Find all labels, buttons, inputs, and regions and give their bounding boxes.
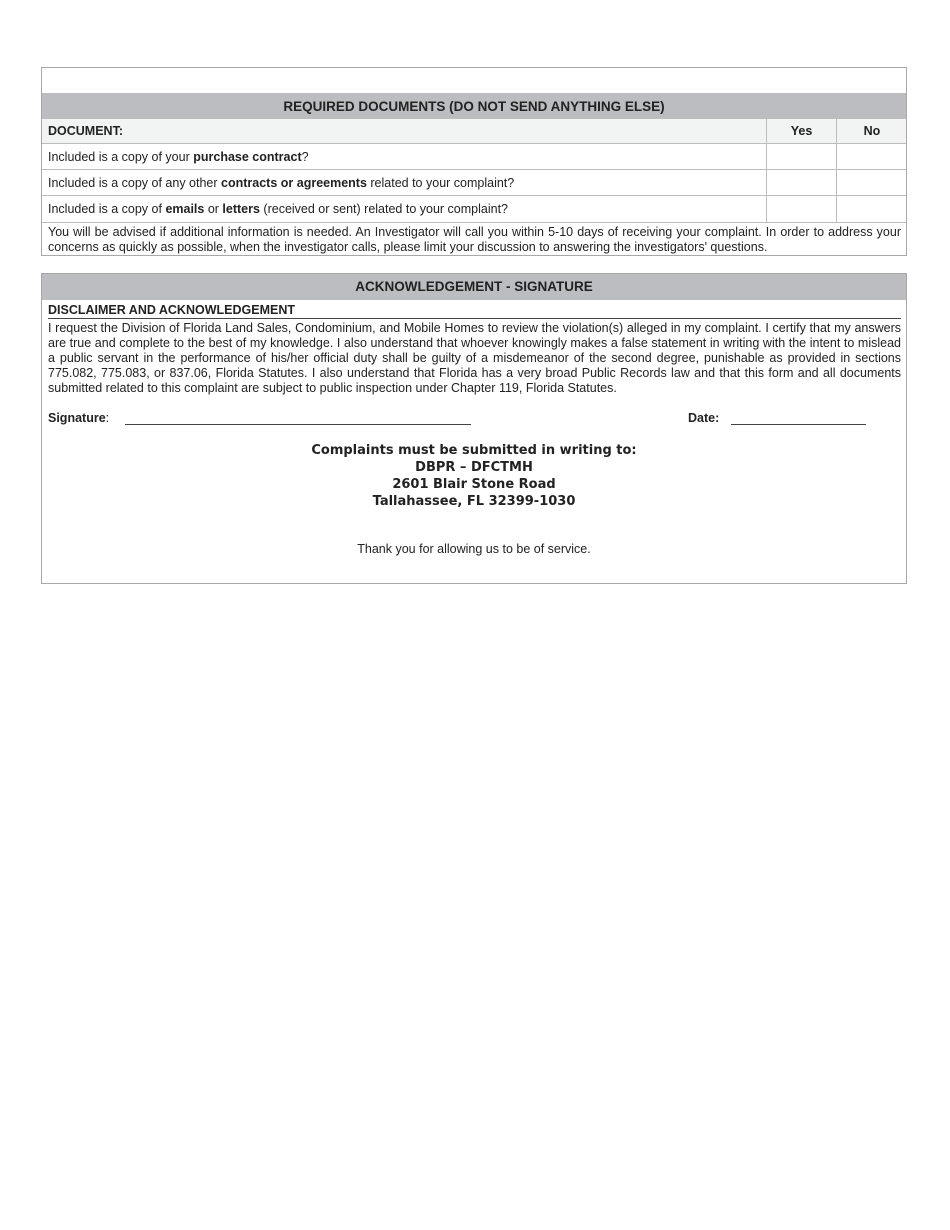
document-row-text: Included is a copy of emails or letters (received or sent) related to your complaint?	[48, 202, 508, 216]
acknowledgement-section	[41, 273, 907, 584]
document-row-contracts-agreements	[42, 170, 906, 196]
no-checkbox-cell[interactable]	[836, 170, 907, 195]
blank-top-row	[42, 68, 906, 94]
yes-checkbox-cell[interactable]	[766, 170, 836, 195]
document-column-header: DOCUMENT:	[48, 124, 123, 138]
disclaimer-text: I request the Division of Florida Land Sales, Condominium, and Mobile Homes to review the violation(s) alleged in my complaint. I certify that my answers are true and complete to the best of my knowledge. I also understand that whoever knowingly makes a false statement in writing with the intent to mislead a public servant in the performance of his/her official duty shall be guilty of a misdemeanor of the second degree, punishable as provided in sections 775.082, 775.083, or 837.06, Florida Statutes. I also understand that Florida has a very broad Public Records law and that this form and all documents submitted related to this complaint are subject to public inspection under Chapter 119, Florida Statutes.	[48, 321, 901, 395]
date-label: Date:	[688, 411, 720, 425]
address-instruction: Complaints must be submitted in writing to:	[311, 443, 637, 458]
documents-column-header-row	[42, 119, 906, 144]
address-street: 2601 Blair Stone Road	[392, 477, 556, 492]
document-row-text: Included is a copy of your purchase contract?	[48, 149, 309, 164]
no-checkbox-cell[interactable]	[836, 144, 907, 169]
address-city: Tallahassee, FL 32399-1030	[372, 494, 576, 509]
acknowledgement-title: ACKNOWLEDGEMENT - SIGNATURE	[355, 279, 593, 294]
disclaimer-heading: DISCLAIMER AND ACKNOWLEDGEMENT	[48, 303, 901, 319]
document-row-emails-letters	[42, 196, 906, 223]
yes-checkbox-cell[interactable]	[766, 196, 836, 222]
required-documents-title: REQUIRED DOCUMENTS (DO NOT SEND ANYTHING ELSE)	[283, 99, 665, 114]
thank-you-message: Thank you for allowing us to be of service.	[357, 542, 591, 556]
no-column-header: No	[836, 119, 907, 143]
investigator-note: You will be advised if additional information is needed. An Investigator will call you within 5-10 days of receiving your complaint. In order to address your concerns as quickly as possible, when the investigator calls, please limit your discussion to answering the investigators' questions.	[48, 225, 901, 254]
no-checkbox-cell[interactable]	[836, 196, 907, 222]
date-line[interactable]	[731, 424, 866, 425]
yes-checkbox-cell[interactable]	[766, 144, 836, 169]
required-documents-section	[41, 67, 907, 256]
required-documents-title-bar	[42, 94, 906, 119]
acknowledgement-title-bar	[42, 274, 906, 300]
yes-column-header: Yes	[766, 119, 836, 143]
document-row-purchase-contract	[42, 144, 906, 170]
signature-label: Signature:	[48, 411, 110, 425]
address-department: DBPR – DFCTMH	[415, 460, 533, 475]
document-row-text: Included is a copy of any other contracts or agreements related to your complaint?	[48, 175, 515, 190]
signature-line[interactable]	[125, 424, 471, 425]
